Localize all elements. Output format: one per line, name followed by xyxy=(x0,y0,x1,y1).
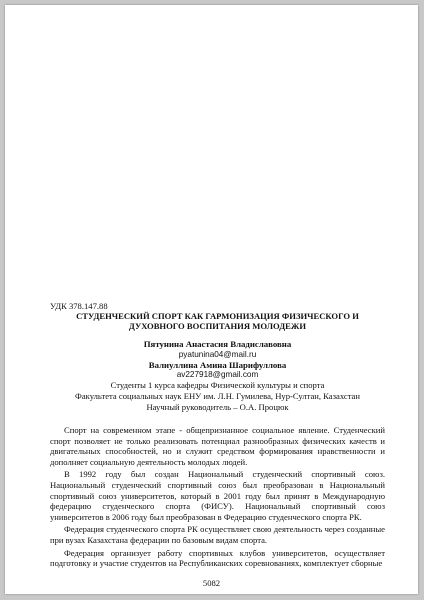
paragraph-3: Федерация студенческого спорта РК осуществляет свою деятельность через созданные при вузах Казахстана федерации по базовым видам спорта. xyxy=(50,524,385,545)
article-title: СТУДЕНЧЕСКИЙ СПОРТ КАК ГАРМОНИЗАЦИЯ ФИЗИЧЕСКОГО И ДУХОВНОГО ВОСПИТАНИЯ МОЛОДЕЖИ xyxy=(76,311,359,331)
affiliation-line-1: Студенты 1 курса кафедры Физической культуры и спорта xyxy=(110,380,325,390)
page-number: 5082 xyxy=(202,578,221,588)
document-page xyxy=(5,5,418,594)
supervisor-line: Научный руководитель – О.А. Процюк xyxy=(146,402,289,412)
author-email-2[interactable]: av227918@gmail.com xyxy=(176,370,259,379)
author-email-1[interactable]: pyatunina04@mail.ru xyxy=(178,349,257,359)
author-name-2: Валиуллина Амина Шарифуллова xyxy=(148,359,287,370)
paragraph-2: В 1992 году был создан Национальный студенческий спортивный союз. Национальный студенческий спортивный союз был преобразован в Национальный спортивный союз университетов, который в 2001 году был принят в Международную федерацию студенческого спорта (ФИСУ). Национальный спортивный союз университетов в 2006 году был преобразован в Федерацию студенческого спорта РК. xyxy=(50,469,385,522)
article-body xyxy=(50,425,385,569)
paragraph-4: Федерация организует работу спортивных клубов университетов, осуществляет подготовку и участие студентов на Республиканских соревнованиях, комплектует сборные xyxy=(50,547,385,569)
udc-code: УДК 378.147.88 xyxy=(50,301,108,311)
article-content xyxy=(50,301,385,571)
author-name-1: Пятунина Анастасия Владиславовна xyxy=(143,339,292,349)
paragraph-1: Спорт на современном этапе - общепризнанное социальное явление. Студенческий спорт позволяет не только реализовать потенциал разнообразных физических качеств и двигательных способностей, но и служит средством формирования нравственности и дополняет социальную деятельность молодых людей. xyxy=(50,425,385,467)
affiliation-line-2: Факультета социальных наук ЕНУ им. Л.Н. Гумилева, Нур-Султан, Казахстан xyxy=(75,391,360,401)
